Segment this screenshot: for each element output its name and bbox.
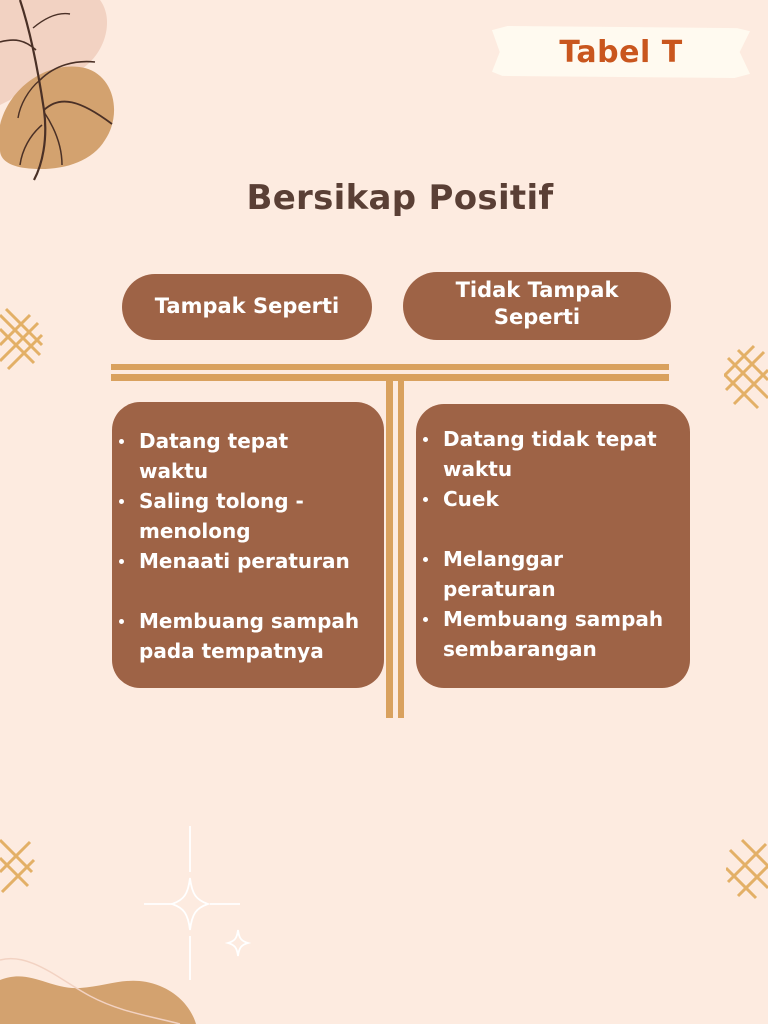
- wave-blob-icon: [0, 950, 200, 1024]
- t-bar-horizontal-bottom: [111, 374, 669, 381]
- list-item: Membuang sampah pada tempatnya: [112, 606, 404, 666]
- column-heading-left-label: Tampak Seperti: [154, 294, 340, 319]
- column-heading-left: [122, 274, 372, 340]
- tag-label: Tabel T: [559, 34, 683, 70]
- list-right: [416, 424, 690, 664]
- leaf-branch-icon: [0, 0, 130, 190]
- t-bar-horizontal-top: [111, 364, 669, 370]
- column-heading-right: [403, 272, 671, 340]
- list-item: Saling tolong - menolong: [112, 486, 404, 546]
- panel-left: [112, 402, 384, 688]
- page-title: Bersikap Positif: [246, 178, 554, 218]
- grid-pattern-icon: [724, 340, 768, 410]
- list-item: Datang tepat waktu: [112, 426, 404, 486]
- list-item: Cuek: [416, 484, 710, 514]
- list-left: [112, 426, 384, 666]
- list-item: Datang tidak tepat waktu: [416, 424, 710, 484]
- list-item: Melanggar peraturan: [416, 544, 710, 604]
- grid-pattern-icon: [726, 832, 768, 902]
- grid-pattern-icon: [0, 828, 36, 898]
- list-item: Menaati peraturan: [112, 546, 404, 576]
- column-heading-right-label: Tidak Tampak Seperti: [455, 277, 619, 329]
- list-item: Membuang sampah sembarangan: [416, 604, 710, 664]
- grid-pattern-icon: [0, 305, 44, 377]
- panel-right: [416, 404, 690, 688]
